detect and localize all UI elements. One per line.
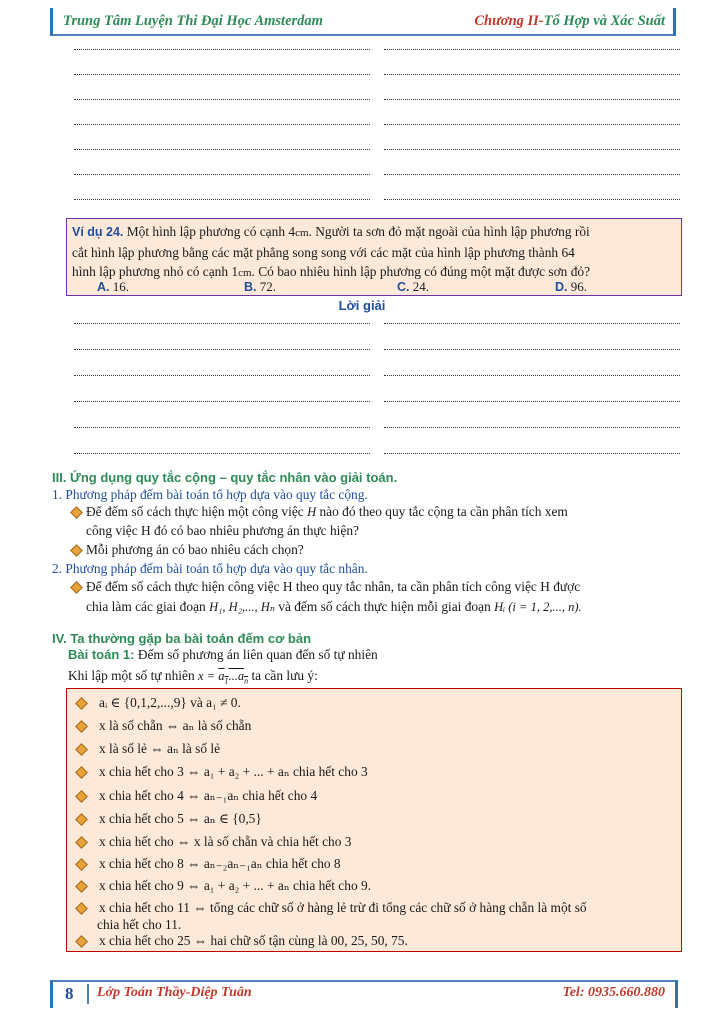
var-h: H	[307, 505, 317, 519]
rule-item: x chia hết cho 5 ⇔ aₙ ∈ {0,5}	[99, 811, 262, 826]
bullet-diamond-icon	[75, 720, 88, 733]
example-text: . Người ta sơn đỏ mặt ngoài của hình lập phương rồi	[308, 224, 590, 239]
rule-item: x chia hết cho 9 ⇔ a₁ + a₂ + ... + aₙ chia hết cho 9.	[99, 878, 372, 893]
bullet-diamond-icon	[75, 902, 88, 915]
answer-line	[74, 73, 680, 75]
header-center-name: Trung Tâm Luyện Thi Đại Học Amsterdam	[63, 13, 323, 29]
bullet-diamond-icon	[75, 813, 88, 826]
section-3-item-1: 1. Phương pháp đếm bài toán tổ hợp dựa vào quy tắc cộng.	[52, 487, 368, 502]
example-box	[66, 218, 682, 296]
example-line-1	[72, 222, 676, 243]
page-header	[50, 8, 676, 36]
bullet-text: chia làm các giai đoạn	[86, 599, 210, 614]
header-chapter-title: Tổ Hợp và Xác Suất	[543, 13, 665, 29]
choice-label: A.	[97, 280, 110, 294]
example-count: 64	[561, 245, 575, 260]
choice-c[interactable]	[397, 277, 429, 297]
bullet-diamond-icon	[75, 766, 88, 779]
stage-index-formula: Hᵢ (i = 1, 2,..., n).	[494, 600, 582, 614]
answer-line	[74, 348, 680, 350]
choice-b[interactable]	[244, 277, 276, 297]
number-intro	[68, 668, 318, 686]
example-line-2	[72, 243, 676, 262]
section-3-bullet-3-cont	[86, 599, 582, 615]
problem-1-title	[68, 647, 378, 663]
choice-a[interactable]	[97, 277, 129, 297]
bullet-diamond-icon	[70, 506, 83, 519]
section-3-heading: III. Ứng dụng quy tắc cộng – quy tắc nhân vào giải toán.	[52, 470, 398, 485]
choice-value: 72.	[259, 279, 276, 294]
page-number: 8	[65, 984, 74, 1003]
rule-item: x chia hết cho 8 ⇔ aₙ₋₂aₙ₋₁aₙ chia hết cho 8	[99, 856, 341, 871]
bullet-text: và đếm số cách thực hiện mỗi giai đoạn	[274, 599, 495, 614]
bullet-diamond-icon	[70, 544, 83, 557]
section-3-bullet-2: Mỗi phương án có bao nhiêu cách chọn?	[86, 542, 304, 557]
answer-line	[74, 198, 680, 200]
header-rule	[53, 34, 673, 36]
intro-text: ta cần lưu ý:	[248, 668, 318, 683]
section-3-item-2: 2. Phương pháp đếm bài toán tổ hợp dựa vào quy tắc nhân.	[52, 561, 368, 576]
rule-item: x chia hết cho ⇔ x là số chẵn và chia hết cho 3	[99, 834, 352, 849]
rule-item: x là số chẵn ⇔ aₙ là số chẵn	[99, 718, 252, 733]
answer-line	[74, 452, 680, 454]
section-3-bullet-1-cont: công việc H đó có bao nhiêu phương án thực hiện?	[86, 523, 359, 538]
rules-box	[66, 688, 682, 952]
answer-line	[74, 322, 680, 324]
bullet-diamond-icon	[75, 935, 88, 948]
section-3-bullet-1	[86, 504, 568, 520]
header-chapter	[474, 13, 665, 30]
example-unit: cm	[295, 227, 309, 239]
solution-title: Lời giải	[338, 298, 386, 313]
answer-choices	[97, 277, 677, 295]
footer-class-name: Lớp Toán Thầy-Diệp Tuân	[97, 985, 252, 1000]
bullet-diamond-icon	[75, 697, 88, 710]
stages-formula: H₁, H₂,..., Hₙ	[209, 600, 275, 614]
number-formula: $x = a_1...a_n$	[198, 669, 249, 686]
section-3-bullet-3: Để đếm số cách thực hiện công việc H theo quy tắc nhân, ta cần phân tích công việc H được	[86, 579, 581, 594]
choice-d[interactable]	[555, 277, 587, 297]
rule-item: aᵢ ∈ {0,1,2,...,9} và a₁ ≠ 0.	[99, 695, 241, 710]
problem-1-text: Đếm số phương án liên quan đến số tự nhiên	[134, 647, 378, 662]
example-label: Ví dụ 24.	[72, 225, 124, 239]
footer-separator	[87, 984, 89, 1004]
bullet-text: nào đó theo quy tắc cộng ta cần phân tích xem	[316, 504, 568, 519]
choice-label: B.	[244, 280, 257, 294]
answer-lines-solution	[74, 314, 680, 464]
answer-line	[74, 374, 680, 376]
answer-lines-top	[74, 40, 680, 210]
bullet-diamond-icon	[75, 880, 88, 893]
answer-line	[74, 400, 680, 402]
answer-line	[74, 148, 680, 150]
answer-line	[74, 173, 680, 175]
choice-value: 24.	[412, 279, 429, 294]
example-edge-value: 4	[288, 224, 296, 239]
choice-label: C.	[397, 280, 410, 294]
example-small-edge: 1	[231, 264, 239, 279]
header-chapter-number: Chương II-	[474, 13, 544, 29]
bullet-text: Để đếm số cách thực hiện một công việc	[86, 504, 308, 519]
choice-value: 96.	[570, 279, 587, 294]
rule-item-cont: chia hết cho 11.	[97, 917, 182, 932]
example-text: hình lập phương nhỏ có cạnh	[72, 264, 232, 279]
answer-line	[74, 48, 680, 50]
footer-rule	[53, 980, 675, 982]
example-question: . Có bao nhiêu hình lập phương có đúng một mặt được sơn đỏ?	[251, 264, 591, 279]
choice-value: 16.	[112, 279, 129, 294]
intro-text: Khi lập một số tự nhiên	[68, 668, 198, 683]
example-unit: cm	[238, 267, 252, 279]
bullet-diamond-icon	[75, 858, 88, 871]
bullet-diamond-icon	[75, 790, 88, 803]
choice-label: D.	[555, 280, 568, 294]
example-text: Một hình lập phương có cạnh	[123, 224, 289, 239]
section-4-heading: IV. Ta thường gặp ba bài toán đếm cơ bản	[52, 631, 312, 646]
bullet-diamond-icon	[75, 836, 88, 849]
answer-line	[74, 98, 680, 100]
bullet-diamond-icon	[75, 743, 88, 756]
rule-item: x chia hết cho 11 ⇔ tổng các chữ số ở hàng lẻ trừ đi tổng các chữ số ở hàng chẵn là một số	[99, 900, 587, 915]
page-footer	[50, 980, 678, 1008]
rule-item: x chia hết cho 25 ⇔ hai chữ số tận cùng là 00, 25, 50, 75.	[99, 933, 408, 948]
rule-item: x là số lẻ ⇔ aₙ là số lẻ	[99, 741, 221, 756]
bullet-diamond-icon	[70, 581, 83, 594]
problem-1-label: Bài toán 1:	[68, 647, 135, 662]
footer-phone: Tel: 0935.660.880	[562, 985, 665, 1000]
answer-line	[74, 123, 680, 125]
example-text: cắt hình lập phương bằng các mặt phẳng song song với các mặt của hình lập phương thành	[72, 245, 562, 260]
rule-item: x chia hết cho 3 ⇔ a₁ + a₂ + ... + aₙ chia hết cho 3	[99, 764, 368, 779]
answer-line	[74, 426, 680, 428]
rule-item: x chia hết cho 4 ⇔ aₙ₋₁aₙ chia hết cho 4	[99, 788, 318, 803]
